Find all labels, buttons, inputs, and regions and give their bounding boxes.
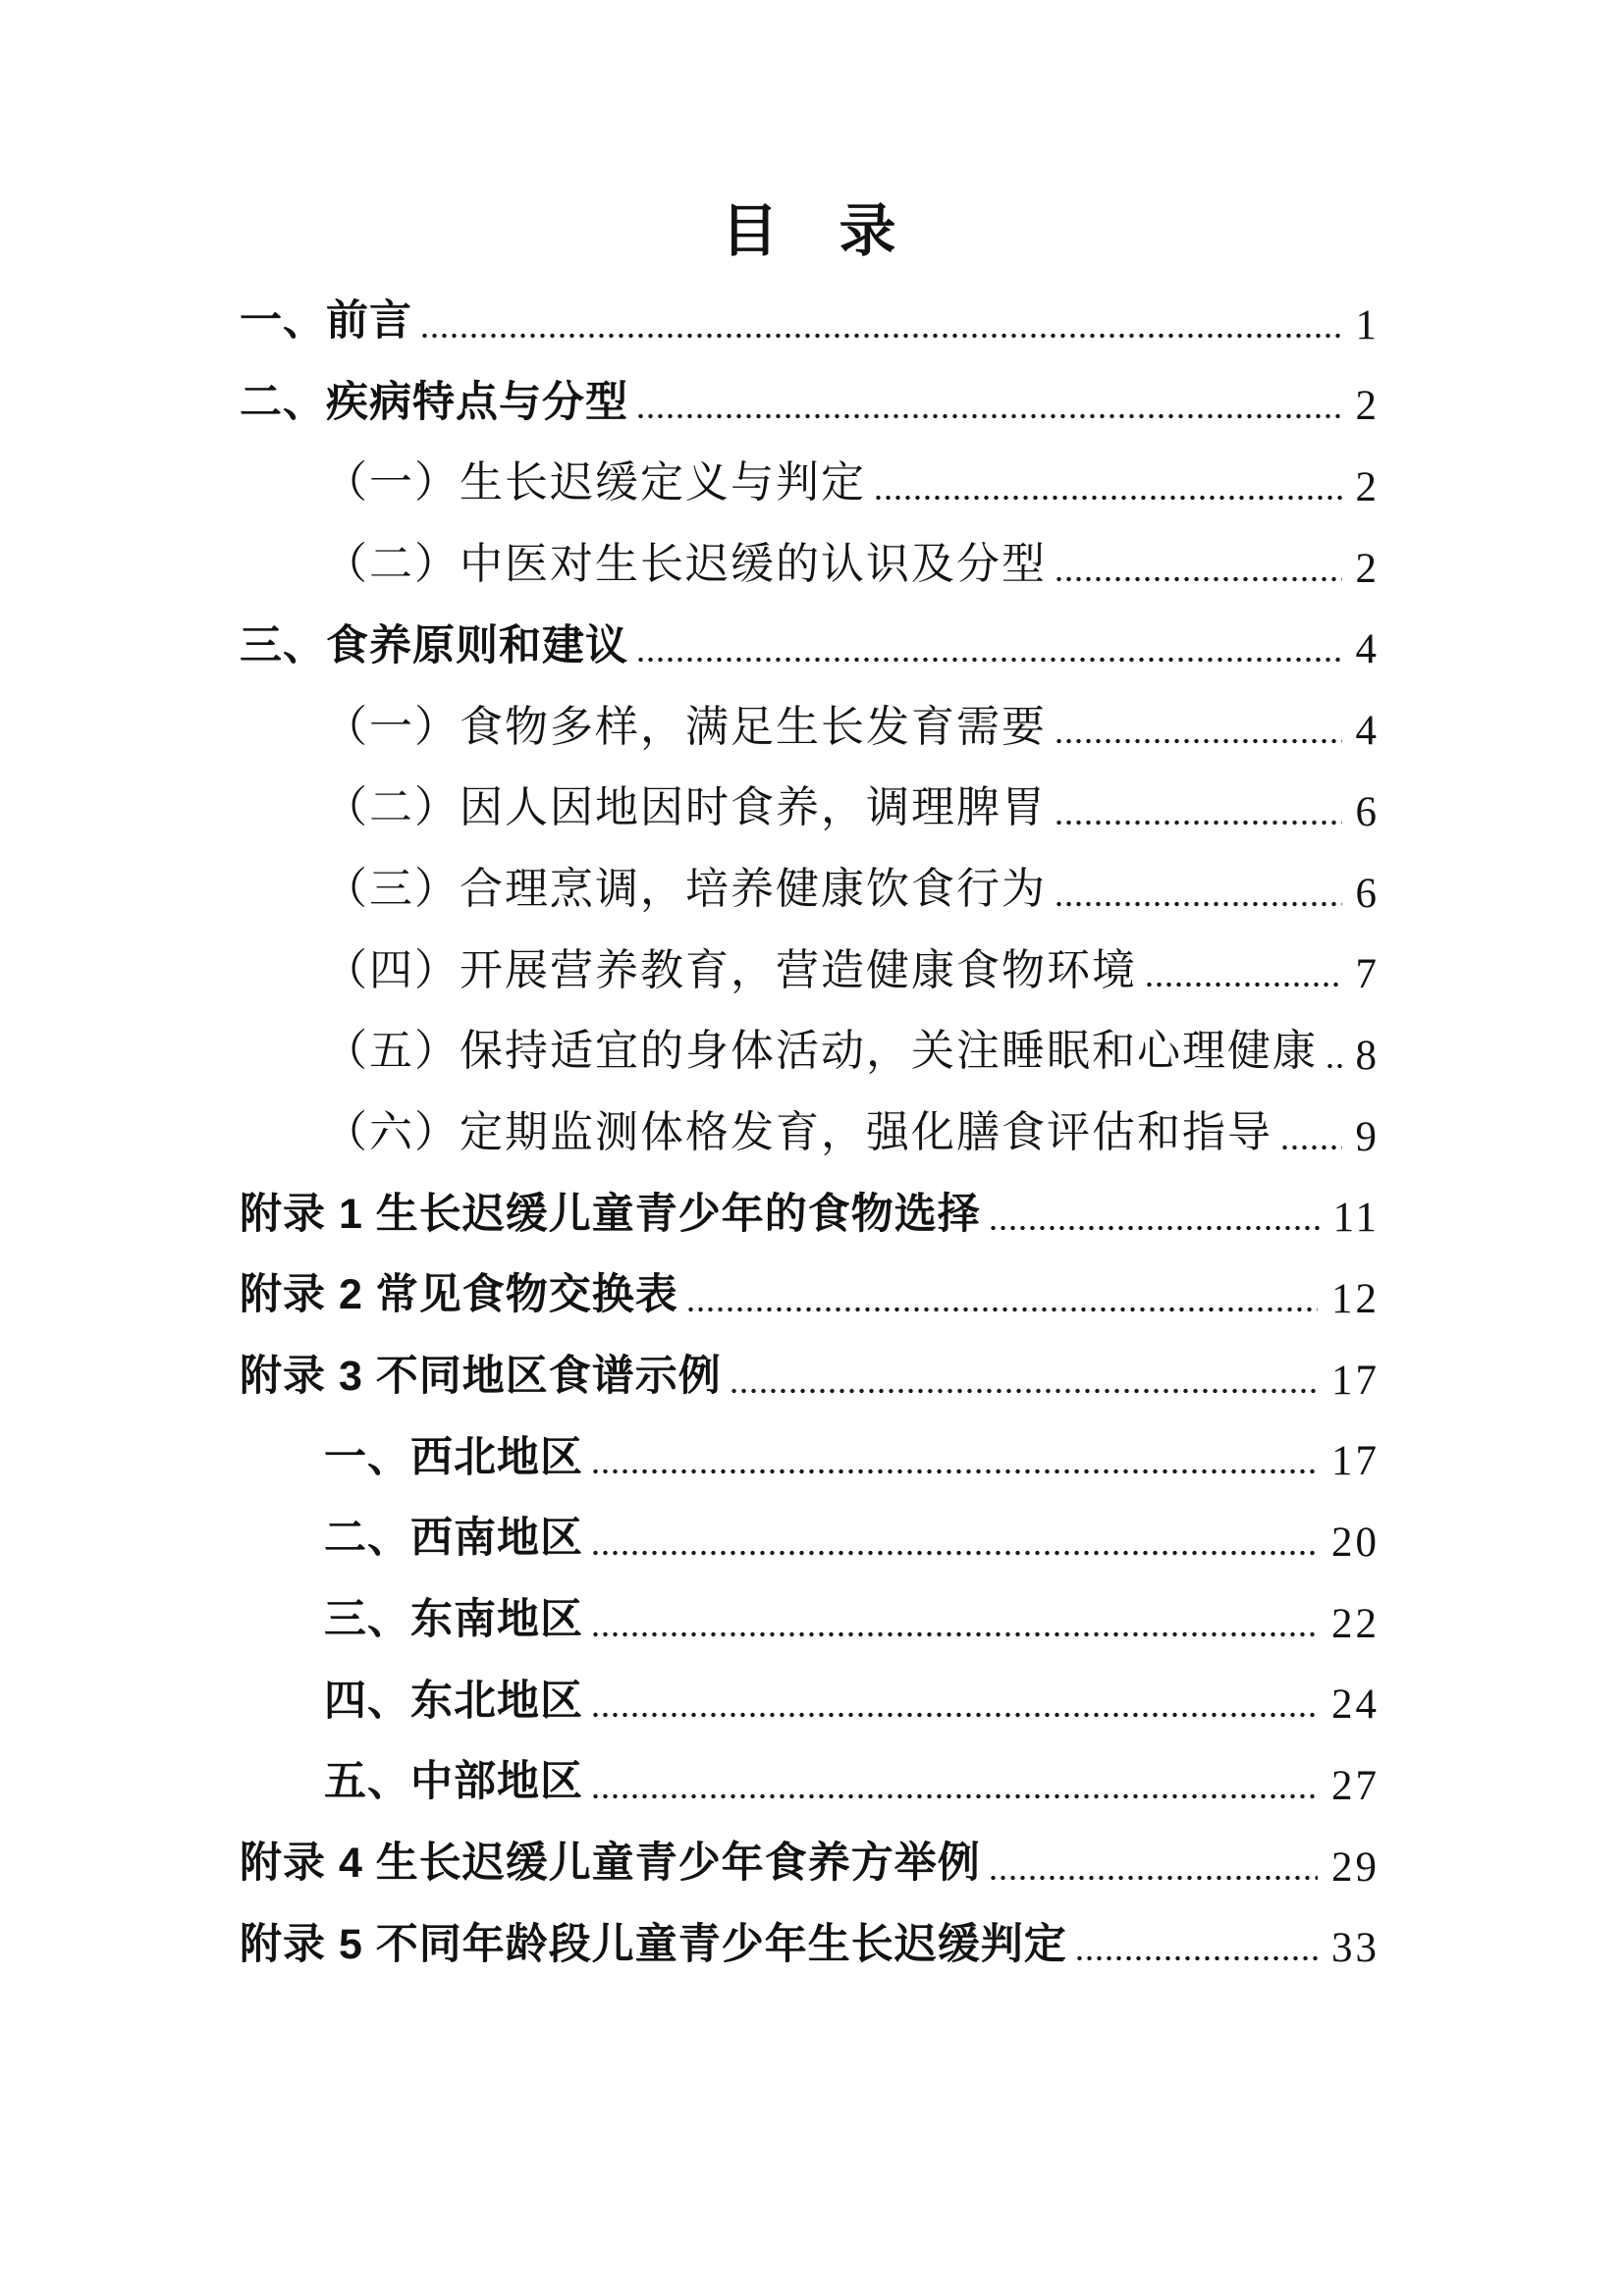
page-title: 目 录 — [721, 199, 898, 263]
dot-leader — [638, 657, 1342, 663]
toc-entry-page: 29 — [1331, 1843, 1380, 1891]
toc-entry[interactable] — [240, 1902, 1380, 1984]
toc-entry[interactable] — [240, 604, 1380, 685]
dot-leader — [1282, 1145, 1342, 1150]
toc-entry[interactable] — [240, 1334, 1380, 1415]
toc-entry-label: 附录 4 生长迟缓儿童青少年食养方举例 — [240, 1840, 981, 1888]
toc-entry-page: 11 — [1332, 1195, 1380, 1242]
dot-leader — [593, 1631, 1318, 1637]
toc-entry-page: 4 — [1355, 626, 1380, 673]
toc-entry[interactable] — [240, 279, 1380, 360]
dot-leader — [731, 1388, 1318, 1394]
toc-entry-page: 24 — [1331, 1682, 1380, 1729]
toc-entry-page: 6 — [1355, 870, 1380, 917]
dot-leader — [1056, 901, 1342, 907]
toc-entry-label: （二）中医对生长迟缓的认识及分型 — [324, 540, 1047, 589]
toc-entry-label: （六）定期监测体格发育，强化膳食评估和指导 — [324, 1107, 1272, 1156]
dot-leader — [991, 1225, 1320, 1231]
toc-entry[interactable] — [240, 1009, 1380, 1091]
toc-entry[interactable] — [240, 1739, 1380, 1821]
toc-entry-page: 20 — [1331, 1520, 1380, 1566]
toc-entry-label: 附录 2 常见食物交换表 — [240, 1271, 678, 1319]
dot-leader — [593, 1468, 1318, 1474]
toc-list — [240, 279, 1380, 1983]
toc-entry-label: 一、西北地区 — [324, 1433, 583, 1481]
toc-entry-page: 1 — [1355, 301, 1380, 348]
toc-entry[interactable] — [240, 1577, 1380, 1659]
toc-entry-page: 2 — [1355, 545, 1380, 592]
toc-entry[interactable] — [240, 1659, 1380, 1740]
toc-entry-label: （一）生长迟缓定义与判定 — [324, 458, 866, 507]
dot-leader — [422, 333, 1342, 339]
toc-entry[interactable] — [240, 441, 1380, 522]
toc-entry-label: 二、疾病特点与分型 — [240, 378, 628, 426]
toc-entry-label: （四）开展营养教育，营造健康食物环境 — [324, 945, 1137, 994]
toc-entry[interactable] — [240, 360, 1380, 442]
toc-entry[interactable] — [240, 1172, 1380, 1254]
dot-leader — [1056, 820, 1342, 826]
dot-leader — [593, 1793, 1318, 1799]
toc-entry-page: 7 — [1355, 951, 1380, 998]
toc-entry-label: 三、东南地区 — [324, 1596, 583, 1644]
toc-entry-page: 9 — [1355, 1113, 1380, 1160]
toc-entry-page: 33 — [1331, 1925, 1380, 1972]
toc-entry-page: 8 — [1355, 1032, 1380, 1079]
toc-entry[interactable] — [240, 1253, 1380, 1334]
dot-leader — [593, 1712, 1318, 1718]
toc-entry-label: 五、中部地区 — [324, 1758, 583, 1806]
dot-leader — [1327, 1063, 1342, 1069]
toc-entry-label: 四、东北地区 — [324, 1677, 583, 1725]
toc-entry-label: （三）合理烹调，培养健康饮食行为 — [324, 864, 1047, 913]
dot-leader — [638, 413, 1342, 419]
toc-entry[interactable] — [240, 1091, 1380, 1172]
toc-entry[interactable] — [240, 847, 1380, 929]
dot-leader — [1056, 738, 1342, 744]
toc-entry-page: 6 — [1355, 788, 1380, 835]
toc-entry[interactable] — [240, 1821, 1380, 1902]
toc-entry-page: 4 — [1355, 708, 1380, 755]
toc-entry-page: 12 — [1331, 1275, 1380, 1322]
toc-entry-label: 附录 3 不同地区食谱示例 — [240, 1353, 722, 1401]
toc-entry-label: （二）因人因地因时食养，调理脾胃 — [324, 783, 1047, 832]
toc-entry[interactable] — [240, 522, 1380, 604]
toc-entry-page: 17 — [1331, 1438, 1380, 1485]
toc-entry-label: （一）食物多样，满足生长发育需要 — [324, 702, 1047, 751]
toc-entry[interactable] — [240, 766, 1380, 847]
toc-entry-label: （五）保持适宜的身体活动，关注睡眠和心理健康 — [324, 1027, 1318, 1076]
dot-leader — [593, 1550, 1318, 1556]
dot-leader — [1147, 982, 1342, 988]
toc-entry[interactable] — [240, 1415, 1380, 1497]
toc-entry[interactable] — [240, 1496, 1380, 1577]
toc-entry-page: 17 — [1331, 1357, 1380, 1404]
toc-entry[interactable] — [240, 684, 1380, 766]
toc-entry[interactable] — [240, 929, 1380, 1010]
toc-entry-page: 2 — [1355, 383, 1380, 430]
toc-entry-page: 27 — [1331, 1763, 1380, 1810]
toc-entry-page: 2 — [1355, 464, 1380, 511]
toc-entry-label: 三、食养原则和建议 — [240, 621, 628, 669]
dot-leader — [688, 1307, 1318, 1312]
toc-entry-label: 一、前言 — [240, 297, 412, 346]
dot-leader — [1077, 1955, 1318, 1961]
toc-entry-label: 附录 5 不同年龄段儿童青少年生长迟缓判定 — [240, 1920, 1067, 1968]
toc-entry-page: 22 — [1331, 1600, 1380, 1647]
dot-leader — [1056, 576, 1342, 582]
dot-leader — [991, 1875, 1318, 1881]
toc-entry-label: 附录 1 生长迟缓儿童青少年的食物选择 — [240, 1190, 981, 1238]
dot-leader — [876, 495, 1342, 501]
toc-entry-label: 二、西南地区 — [324, 1515, 583, 1563]
